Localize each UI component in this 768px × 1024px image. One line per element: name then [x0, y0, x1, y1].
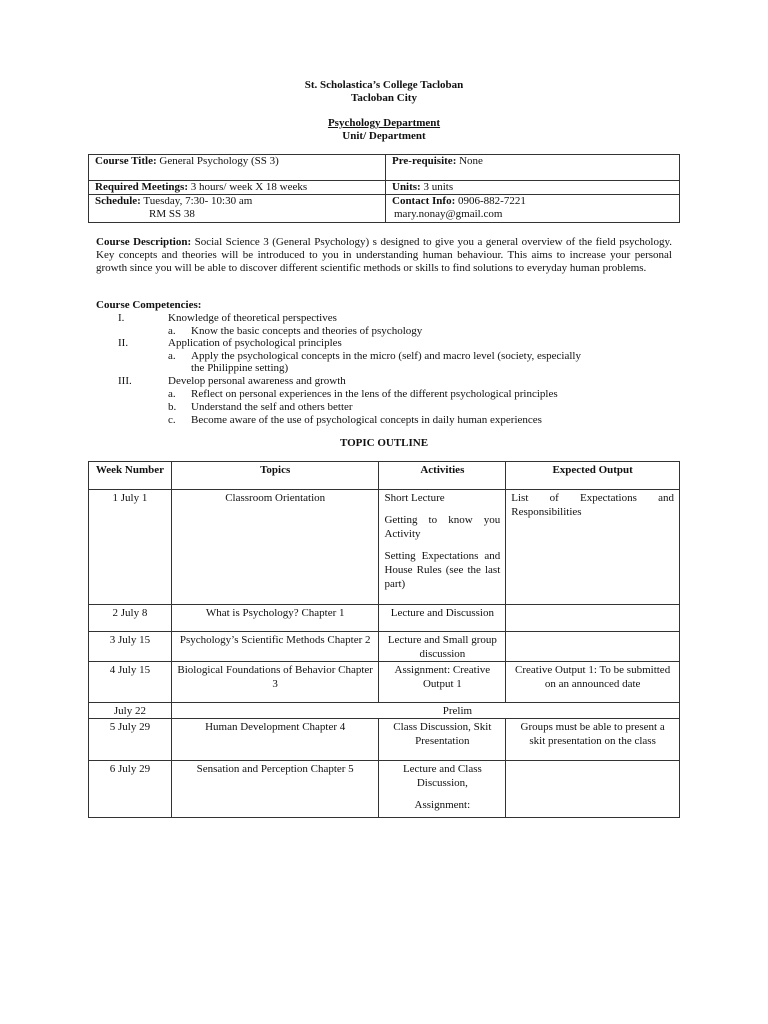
course-description	[96, 236, 672, 275]
week-cell: 6 July 29	[89, 761, 172, 818]
schedule-label: Schedule:	[95, 195, 141, 207]
course-title-value: General Psychology (SS 3)	[159, 155, 279, 167]
topic-outline-title: TOPIC OUTLINE	[339, 437, 429, 449]
competency-item: Knowledge of theoretical perspectives	[168, 312, 337, 324]
description-text: Social Science 3 (General Psychology) s designed to give you a general overview of the field psychology. Key concepts and theories will be introduced to you in understanding human behaviour. This aims to increase your personal growth since you will be able to discover different scientific methods or skills to find solutions to everyday human problems.	[96, 236, 673, 274]
topic-cell: Classroom Orientation	[171, 490, 379, 605]
sub-letter: a.	[168, 325, 176, 337]
prereq-label: Pre-requisite:	[392, 155, 457, 167]
schedule-room: RM SS 38	[149, 208, 195, 220]
output-cell: Groups must be able to present a skit presentation on the class	[506, 719, 680, 761]
sub-letter: a.	[168, 350, 176, 362]
activity-cell: Assignment: Creative Output 1	[379, 662, 506, 703]
topic-cell: Biological Foundations of Behavior Chapter 3	[171, 662, 379, 703]
output-cell	[506, 605, 680, 632]
column-header: Activities	[379, 462, 506, 490]
week-cell: 3 July 15	[89, 632, 172, 662]
competency-number: I.	[118, 312, 125, 324]
competency-item: Application of psychological principles	[168, 337, 342, 349]
competency-number: III.	[118, 375, 132, 387]
table-header-row	[89, 462, 680, 490]
activity-line: Lecture and Class Discussion,	[402, 763, 482, 789]
column-header: Expected Output	[506, 462, 680, 490]
meetings-value: 3 hours/ week X 18 weeks	[190, 181, 308, 193]
topic-cell: Human Development Chapter 4	[171, 719, 379, 761]
contact-email: mary.nonay@gmail.com	[394, 208, 503, 220]
week-cell: 1 July 1	[89, 490, 172, 605]
sub-item: Know the basic concepts and theories of psychology	[191, 325, 423, 337]
week-cell: July 22	[89, 703, 172, 719]
activity-cell: Class Discussion, Skit Presentation	[379, 719, 506, 761]
sub-letter: a.	[168, 388, 176, 400]
topic-outline-table	[88, 461, 680, 818]
competency-number: II.	[118, 337, 129, 349]
table-row	[89, 761, 680, 818]
table-row	[89, 632, 680, 662]
table-row	[89, 662, 680, 703]
course-title-cell	[89, 155, 386, 181]
department-name: Psychology Department	[327, 117, 441, 129]
meetings-label: Required Meetings:	[95, 181, 188, 193]
units-cell	[386, 181, 680, 195]
prelim-label: Prelim	[442, 705, 473, 717]
output-cell: Creative Output 1: To be submitted on an announced date	[506, 662, 680, 703]
activity-line: Short Lecture	[384, 492, 445, 504]
contact-label: Contact Info:	[392, 195, 456, 207]
contact-phone: 0906-882-7221	[458, 195, 526, 207]
schedule-cell	[89, 195, 386, 223]
activity-line: Assignment:	[414, 799, 471, 811]
department-line	[0, 117, 768, 130]
activity-cell: Lecture and Discussion	[379, 605, 506, 632]
table-row-prelim	[89, 703, 680, 719]
column-header: Topics	[171, 462, 379, 490]
college-city: Tacloban City	[351, 92, 417, 104]
table-row	[89, 719, 680, 761]
prereq-value: None	[459, 155, 483, 167]
sub-letter: b.	[168, 401, 177, 413]
table-row	[89, 605, 680, 632]
unit-name: Unit/ Department	[342, 130, 426, 142]
output-cell	[506, 632, 680, 662]
sub-item: Apply the psychological concepts in the micro (self) and macro level (society, especially	[191, 350, 581, 362]
course-info-table	[88, 154, 680, 223]
contact-cell	[386, 195, 680, 223]
topic-cell: What is Psychology? Chapter 1	[171, 605, 379, 632]
topic-cell: Sensation and Perception Chapter 5	[171, 761, 379, 818]
description-label: Course Description:	[96, 236, 192, 248]
schedule-time: Tuesday, 7:30- 10:30 am	[143, 195, 253, 207]
course-title-label: Course Title:	[95, 155, 157, 167]
activity-cell: Lecture and Small group discussion	[379, 632, 506, 662]
column-header: Week Number	[89, 462, 172, 490]
sub-item: Become aware of the use of psychological concepts in daily human experiences	[191, 414, 542, 426]
topic-cell: Psychology’s Scientific Methods Chapter 2	[171, 632, 379, 662]
prereq-cell	[386, 155, 680, 181]
activity-cell	[379, 490, 506, 605]
meetings-cell	[89, 181, 386, 195]
sub-item: Reflect on personal experiences in the lens of the different psychological principles	[191, 388, 558, 400]
activity-line: Getting to know you Activity	[384, 514, 501, 540]
competency-item: Develop personal awareness and growth	[168, 375, 346, 387]
units-label: Units:	[392, 181, 421, 193]
week-cell: 5 July 29	[89, 719, 172, 761]
sub-item: Understand the self and others better	[191, 401, 353, 413]
activity-cell	[379, 761, 506, 818]
week-cell: 4 July 15	[89, 662, 172, 703]
prelim-cell	[171, 703, 679, 719]
units-value: 3 units	[423, 181, 454, 193]
competencies-title: Course Competencies:	[96, 299, 202, 311]
sub-letter: c.	[168, 414, 176, 426]
college-name: St. Scholastica’s College Tacloban	[304, 79, 464, 91]
table-row	[89, 490, 680, 605]
output-cell: List of Expectations and Responsibilities	[506, 490, 680, 605]
activity-line: Setting Expectations and House Rules (see the last part)	[384, 550, 501, 590]
output-cell	[506, 761, 680, 818]
week-cell: 2 July 8	[89, 605, 172, 632]
sub-item-continued: the Philippine setting)	[191, 362, 289, 374]
